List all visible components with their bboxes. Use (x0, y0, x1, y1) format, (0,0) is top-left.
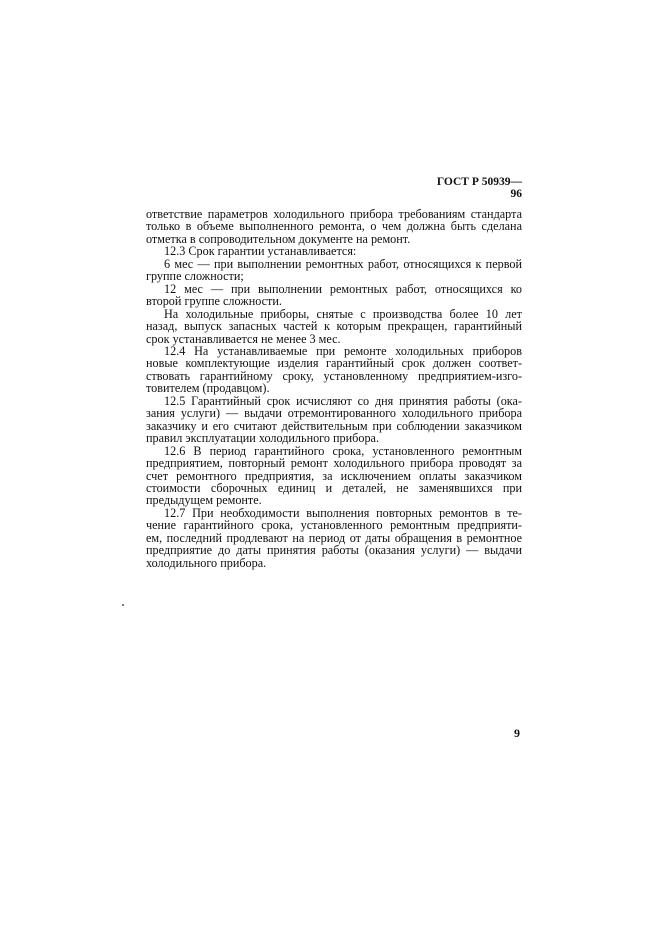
text-line: На холодильные приборы, снятые с производства более 10 лет (164, 306, 522, 321)
text-line: 6 мес — при выполнении ремонтных работ, относящихся к первой (164, 256, 522, 271)
text-line: холодильного прибора. (146, 555, 267, 570)
text-line: предприятие до даты принятия работы (оказания услуги) — выдачи (146, 543, 522, 558)
text-line: 12.6 В период гарантийного срока, установленного ремонтным (164, 443, 522, 458)
text-line: назад, выпуск запасных частей к которым прекращен, гарантийный (146, 319, 522, 334)
text-line: новые комплектующие изделия гарантийный срок должен соответ- (146, 356, 522, 371)
text-line: 12.7 При необходимости выполнения повторных ремонтов в те- (164, 505, 522, 520)
text-line: ем, последний продлевают на период от даты обращения в ремонтное (146, 530, 522, 545)
text-line: 12.5 Гарантийный срок исчисляют со дня принятия работы (ока- (164, 393, 522, 408)
page-number: 9 (514, 726, 520, 740)
document-body (146, 208, 522, 569)
text-line: предыдущем ремонте. (146, 493, 262, 508)
text-line: 12.4 На устанавливаемые при ремонте холодильных приборов (164, 343, 522, 358)
text-line: чение гарантийного срока, установленного ремонтным предприяти- (146, 518, 522, 533)
text-line: заказчику и его считают действительным при соблюдении заказчиком (146, 418, 522, 433)
text-line: отметка в сопроводительном документе на ремонт. (146, 231, 411, 246)
document-header: ГОСТ Р 50939—96 (436, 176, 522, 200)
text-line: ствовать гарантийному сроку, установленному предприятием-изго- (146, 368, 522, 383)
scan-speck (122, 604, 124, 606)
text-line: срок устанавливается не менее 3 мес. (146, 331, 341, 346)
text-line: правил эксплуатации холодильного прибора. (146, 431, 380, 446)
text-line: ответствие параметров холодильного прибора требованиям стандарта (146, 207, 522, 221)
text-line: 12 мес — при выполнении ремонтных работ, относящихся ко (164, 281, 522, 296)
text-line: второй группе сложности. (146, 294, 282, 309)
text-line: зания услуги) — выдачи отремонтированного холодильного прибора (146, 406, 522, 421)
text-line: только в объеме выполненного ремонта, о чем должна быть сделана (146, 219, 522, 234)
text-line: стоимости сборочных единиц и деталей, не заменявшихся при (146, 480, 522, 495)
text-line: 12.3 Срок гарантии устанавливается: (164, 244, 357, 259)
text-line: предприятием, повторный ремонт холодильного прибора проводят за (146, 456, 522, 471)
text-line: счет ремонтного предприятия, за исключением оплаты заказчиком (146, 468, 522, 483)
text-line: товителем (продавцом). (146, 381, 270, 396)
text-line: группе сложности; (146, 269, 244, 284)
